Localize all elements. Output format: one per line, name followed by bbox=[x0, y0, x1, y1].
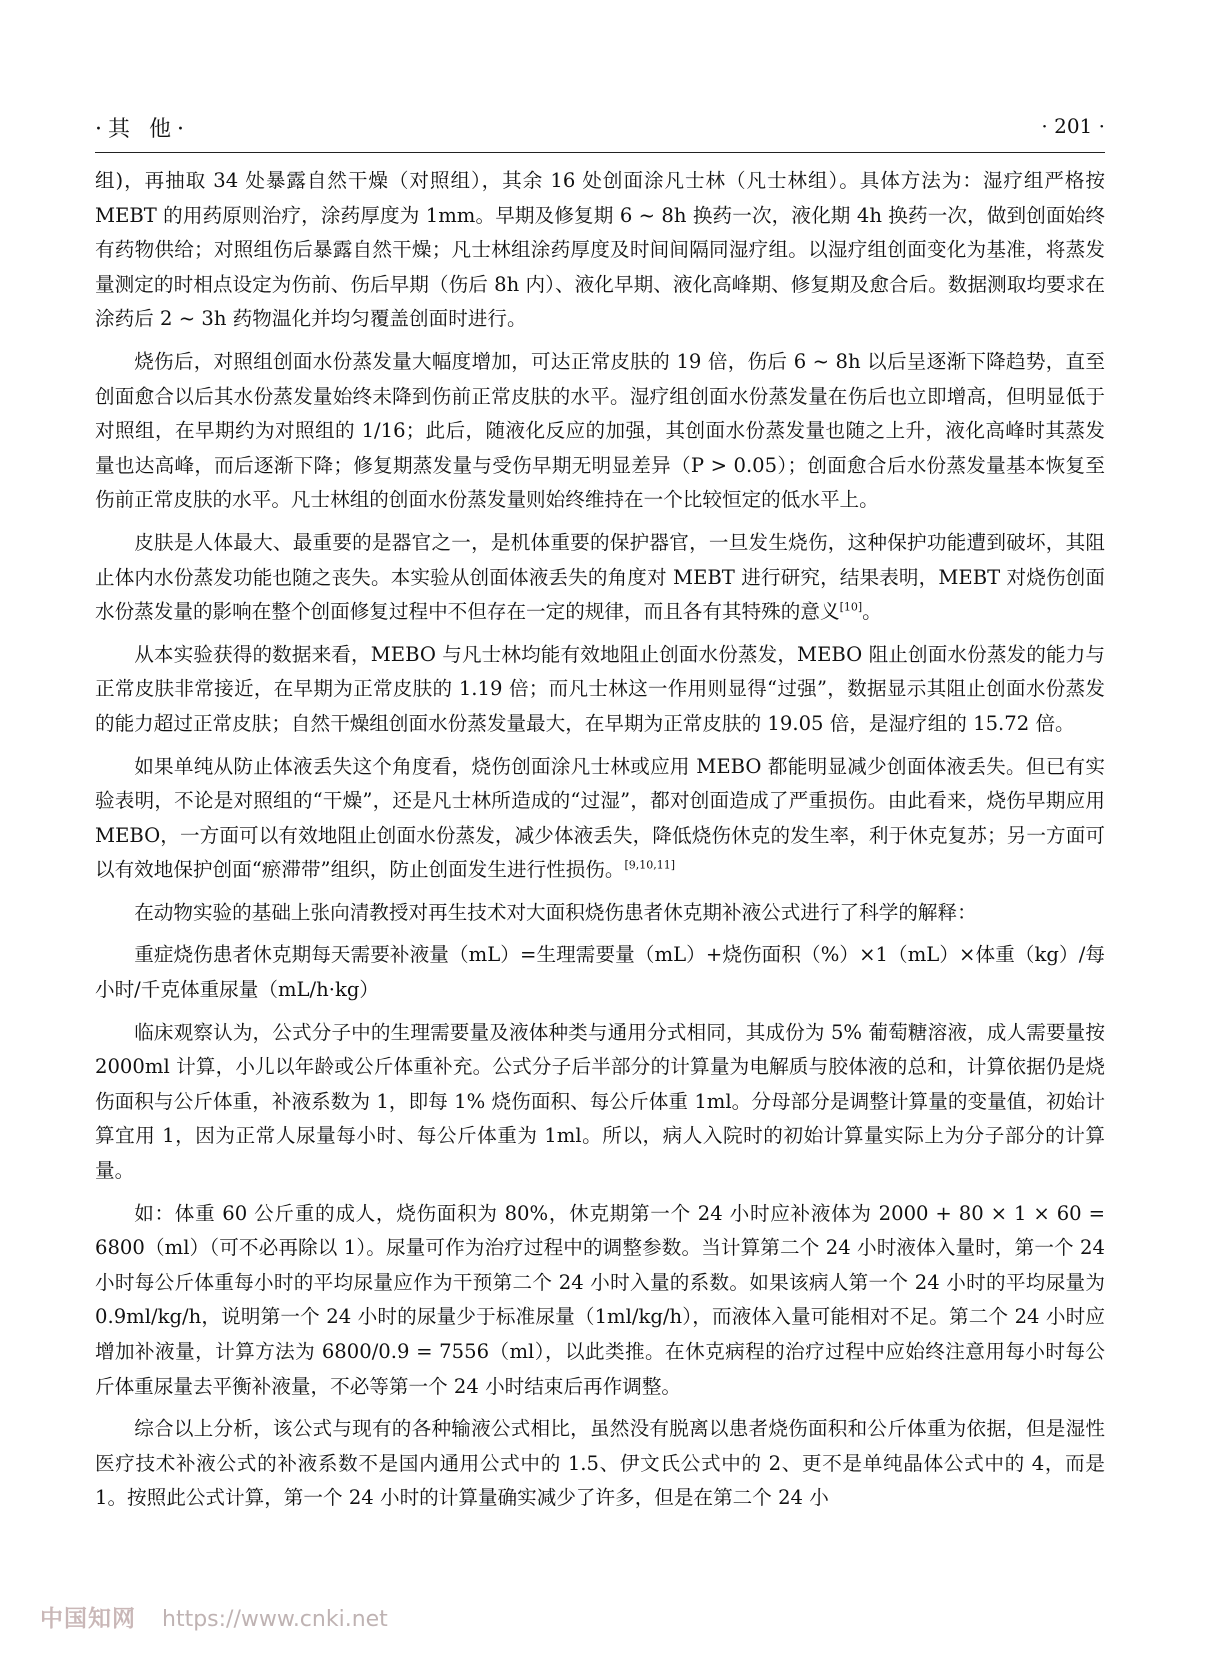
paragraph-5-text: 如果单纯从防止体液丢失这个角度看，烧伤创面涂凡士林或应用 MEBO 都能明显减少创面体液丢失。但已有实验表明，不论是对照组的“干燥”，还是凡士林所造成的“过湿”，都对创面造成了严重损伤。由此看来，烧伤早期应用 MEBO，一方面可以有效地阻止创面水份蒸发，减少体液丢失，降低烧伤休克的发生率，利于休克复苏；另一方面可以有效地保护创面“瘀滞带”组织，防止创面发生进行性损伤。 bbox=[95, 754, 1105, 882]
paragraph-3-text: 皮肤是人体最大、最重要的是器官之一，是机体重要的保护器官，一旦发生烧伤，这种保护功能遭到破坏，其阻止体内水份蒸发功能也随之丧失。本实验从创面体液丢失的角度对 MEBT 进行研究，结果表明，MEBT 对烧伤创面水份蒸发量的影响在整个创面修复过程中不但存在一定的规律，而且各有其特殊的意义 bbox=[95, 530, 1105, 624]
page-header bbox=[95, 112, 1105, 156]
cnki-url[interactable]: https://www.cnki.net bbox=[162, 1607, 388, 1632]
formula-paragraph: 重症烧伤患者休克期每天需要补液量（mL）=生理需要量（mL）+烧伤面积（%）×1（mL）×体重（kg）/每小时/千克体重尿量（mL/h·kg） bbox=[95, 943, 1105, 1002]
section-title: ·其 他· bbox=[95, 117, 190, 142]
paragraph-5 bbox=[95, 750, 1105, 888]
paragraph-2: 烧伤后，对照组创面水份蒸发量大幅度增加，可达正常皮肤的 19 倍，伤后 6 ~ 8h 以后呈逐渐下降趋势，直至创面愈合以后其水份蒸发量始终未降到伤前正常皮肤的水平。湿疗组创面水份蒸发量在伤后也立即增高，但明显低于对照组，在早期约为对照组的 1/16；此后，随液化反应的加强，其创面水份蒸发量也随之上升，液化高峰时其蒸发量也达高峰，而后逐渐下降；修复期蒸发量与受伤早期无明显差异（P > 0.05）；创面愈合后水份蒸发量基本恢复至伤前正常皮肤的水平。凡士林组的创面水份蒸发量则始终维持在一个比较恒定的低水平上。 bbox=[95, 349, 1105, 512]
article-body bbox=[95, 164, 1105, 1524]
paragraph-1: 组)，再抽取 34 处暴露自然干燥（对照组），其余 16 处创面涂凡士林（凡士林组）。具体方法为：湿疗组严格按 MEBT 的用药原则治疗，涂药厚度为 1mm。早期及修复期 6 ~ 8h 换药一次，液化期 4h 换药一次，做到创面始终有药物供给；对照组伤后暴露自然干燥；凡士林组涂药厚度及时间间隔同湿疗组。以湿疗组创面变化为基准，将蒸发量测定的时相点设定为伤前、伤后早期（伤后 8h 内）、液化早期、液化高峰期、修复期及愈合后。数据测取均要求在涂药后 2 ~ 3h 药物温化并均匀覆盖创面时进行。 bbox=[95, 169, 1105, 331]
paragraph-3 bbox=[95, 526, 1105, 630]
paragraph-4: 从本实验获得的数据来看，MEBO 与凡士林均能有效地阻止创面水份蒸发，MEBO 阻止创面水份蒸发的能力与正常皮肤非常接近，在早期为正常皮肤的 1.19 倍；而凡士林这一作用则显得“过强”，数据显示其阻止创面水份蒸发的能力超过正常皮肤；自然干燥组创面水份蒸发量最大，在早期为正常皮肤的 19.05 倍，是湿疗组的 15.72 倍。 bbox=[95, 642, 1105, 735]
paragraph-10: 综合以上分析，该公式与现有的各种输液公式相比，虽然没有脱离以患者烧伤面积和公斤体重为依据，但是湿性医疗技术补液公式的补液系数不是国内通用公式中的 1.5、伊文氏公式中的 2、更不是单纯晶体公式中的 4，而是 1。按照此公式计算，第一个 24 小时的计算量确实减少了许多，但是在第二个 24 小 bbox=[95, 1417, 1105, 1510]
paragraph-8: 临床观察认为，公式分子中的生理需要量及液体种类与通用分式相同，其成份为 5% 葡萄糖溶液，成人需要量按 2000ml 计算，小儿以年龄或公斤体重补充。公式分子后半部分的计算量为电解质与胶体液的总和，计算依据仍是烧伤面积与公斤体重，补液系数为 1，即每 1% 烧伤面积、每公斤体重 1ml。分母部分是调整计算量的变量值，初始计算宜用 1，因为正常人尿量每小时、每公斤体重为 1ml。所以，病人入院时的初始计算量实际上为分子部分的计算量。 bbox=[95, 1020, 1105, 1183]
paragraph-6: 在动物实验的基础上张向清教授对再生技术对大面积烧伤患者休克期补液公式进行了科学的解释： bbox=[134, 900, 977, 924]
citation-9-10-11: [9,10,11] bbox=[624, 858, 676, 872]
paragraph-9: 如：体重 60 公斤重的成人，烧伤面积为 80%，休克期第一个 24 小时应补液体为 2000 + 80 × 1 × 60 = 6800（ml）（可不必再除以 1）。尿量可作为治疗过程中的调整参数。当计算第二个 24 小时液体入量时，第一个 24 小时每公斤体重每小时的平均尿量应作为干预第二个 24 小时入量的系数。如果该病人第一个 24 小时的平均尿量为 0.9ml/kg/h，说明第一个 24 小时的尿量少于标准尿量（1ml/kg/h），而液体入量可能相对不足。第二个 24 小时应增加补液量，计算方法为 6800/0.9 = 7556（ml），以此类推。在休克病程的治疗过程中应始终注意用每小时每公斤体重尿量去平衡补液量，不必等第一个 24 小时结束后再作调整。 bbox=[95, 1201, 1105, 1398]
cnki-logo: 中国知网 bbox=[40, 1606, 136, 1632]
footer-watermark bbox=[40, 1600, 388, 1634]
citation-10: [10] bbox=[839, 600, 863, 614]
page-number: · 201 · bbox=[1041, 114, 1105, 138]
paragraph-3-end: 。 bbox=[862, 600, 882, 624]
header-divider bbox=[95, 152, 1105, 153]
